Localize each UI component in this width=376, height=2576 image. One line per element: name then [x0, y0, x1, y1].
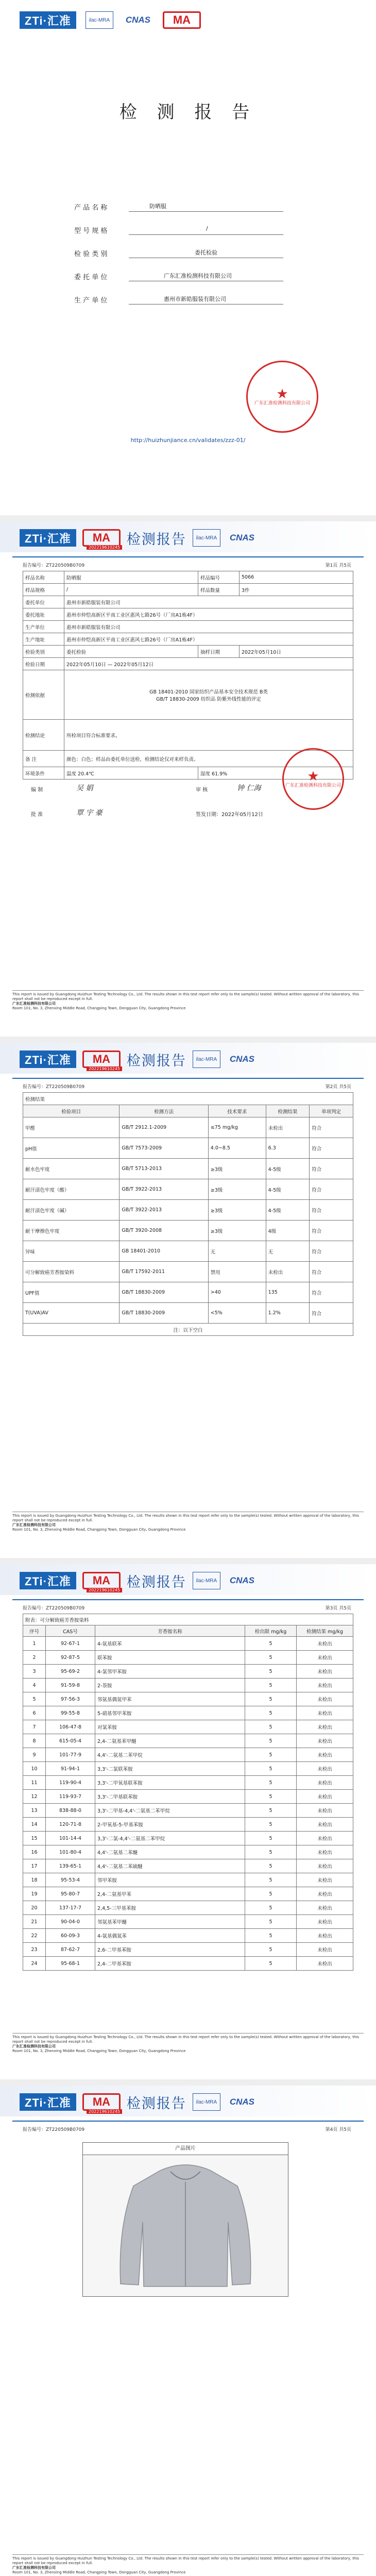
- conclusion-text: 所检项目符合标准要求。: [64, 720, 353, 751]
- sign-name-review: 钟 仁海: [237, 784, 261, 792]
- table-cell: 21: [23, 1915, 46, 1929]
- ma-logo: MA: [82, 1572, 121, 1589]
- table-cell: 12: [23, 1790, 46, 1804]
- table-cell: 5: [245, 1692, 297, 1706]
- table-cell: 未检出: [297, 1929, 353, 1943]
- table-cell: 20: [23, 1901, 46, 1915]
- header-rule: [12, 1078, 364, 1079]
- table-cell: 3,3'-二氯-4,4'-二氨基二苯甲烷: [95, 1832, 245, 1845]
- table-cell: 95-80-7: [46, 1887, 95, 1901]
- table-cell: 3,3'-二甲氧基联苯胺: [95, 1776, 245, 1790]
- cover-label-type: 检 验 类 别: [74, 250, 108, 258]
- table-row: [23, 1957, 353, 1971]
- table-cell: 17: [23, 1859, 46, 1873]
- table-row: [23, 1804, 353, 1818]
- table-row: [23, 1720, 353, 1734]
- table-row: [23, 1637, 353, 1651]
- page-number: 第3页 共5页: [325, 1606, 351, 1611]
- table-cell: 10: [23, 1762, 46, 1776]
- table-cell: 91-94-1: [46, 1762, 95, 1776]
- table-row: [23, 1901, 353, 1915]
- table-cell: 23: [23, 1943, 46, 1957]
- table-cell: 未检出: [297, 1873, 353, 1887]
- table-cell: 未检出: [297, 1748, 353, 1762]
- table-cell: 5: [245, 1679, 297, 1692]
- table-cell: 101-80-4: [46, 1845, 95, 1859]
- underline: [129, 234, 283, 235]
- cover-value-maker: 惠州市新皓服装有限公司: [164, 296, 226, 302]
- zti-logo: ZTi·汇准: [20, 11, 76, 29]
- cnas-logo: CNAS: [229, 1575, 254, 1585]
- table-cell: 5: [245, 1720, 297, 1734]
- cnas-logo: CNAS: [229, 1054, 254, 1064]
- table-cell: 5-硝基邻甲苯胺: [95, 1706, 245, 1720]
- table-cell: 4,4'-二氨基二苯醚: [95, 1845, 245, 1859]
- info-table: 样品名称 防晒服 样品编号 5066 样品规格 / 样品数量 3件 委托单位 惠州市新皓服装有限公司 委托地址 惠州市仲恺高新区平南工业区惠风七路26号（厂房A1栋4F） 生产单位 惠州市新皓服装有限公司 生产地址 惠州市仲恺高新区平南工业区惠风七路26号（厂房A1栋4F） 检验类别 委托检验 抽样日期 2022年05月10日 检验日期 2022年05月10日 — 2022年05月12日 检测依据 GB 18401-2010 国家纺织产品基本安全技术规范 B类 GB/T 18830-2009 纺织品 防紫外线性能的评定 检测结论 所检项目符合标准要求。 备 注 颜色：白色；样品由委托单位送检，检测结论仅对来样负责。 环境条件 温度 20.4℃ 湿度 61.9%: [23, 571, 353, 779]
- table-cell: 1: [23, 1637, 46, 1651]
- table-cell: 未检出: [297, 1720, 353, 1734]
- cover-value-model: /: [206, 225, 208, 232]
- product-photo: [83, 2155, 288, 2296]
- table-cell: 2,4,5-三甲基苯胺: [95, 1901, 245, 1915]
- header-rule: [12, 1599, 364, 1600]
- table-cell: 5: [245, 1804, 297, 1818]
- table-cell: 5: [245, 1762, 297, 1776]
- table-cell: 2-萘胺: [95, 1679, 245, 1692]
- table-cell: 未检出: [297, 1679, 353, 1692]
- table-cell: 4-氨基联苯: [95, 1637, 245, 1651]
- table-row: [23, 1665, 353, 1679]
- ma-number: 202219610245: [87, 1588, 122, 1592]
- table-cell: 5: [245, 1776, 297, 1790]
- table-cell: 邻氨基苯甲醚: [95, 1915, 245, 1929]
- page-number: 第2页 共5页: [325, 1084, 351, 1090]
- amines-page: [0, 1564, 376, 2079]
- table-cell: 未检出: [297, 1651, 353, 1665]
- info-page: [0, 521, 376, 1037]
- page-header: [0, 1046, 376, 1073]
- table-cell: 5: [245, 1706, 297, 1720]
- page-number: 第1页 共5页: [325, 563, 351, 568]
- table-cell: 2,6-二甲基苯胺: [95, 1943, 245, 1957]
- table-cell: 2,4-二氨基甲苯: [95, 1887, 245, 1901]
- ma-logo: MA: [163, 11, 201, 29]
- zti-logo: ZTi·汇准: [20, 1050, 76, 1068]
- table-cell: 4,4'-二氨基二苯硫醚: [95, 1859, 245, 1873]
- table-cell: 5: [245, 1929, 297, 1943]
- table-cell: 5: [245, 1859, 297, 1873]
- table-cell: 5: [245, 1845, 297, 1859]
- cover-label-client: 委 托 单 位: [74, 274, 108, 281]
- table-cell: 联苯胺: [95, 1651, 245, 1665]
- sign-label-review: 审 核: [196, 787, 208, 793]
- table-cell: 3: [23, 1665, 46, 1679]
- table-cell: 2-甲氧基-5-甲基苯胺: [95, 1818, 245, 1832]
- sign-name-approve: 覃 宇 豪: [76, 809, 102, 817]
- table-row: 耐水色牢度 GB/T 5713-2013 ≥3级 4-5级 符合: [23, 1159, 353, 1179]
- table-cell: 99-55-8: [46, 1706, 95, 1720]
- table-cell: 3,3'-二甲基联苯胺: [95, 1790, 245, 1804]
- table-cell: 101-14-4: [46, 1832, 95, 1845]
- table-row: [23, 1887, 353, 1901]
- table-row: [23, 1776, 353, 1790]
- table-row: [23, 1915, 353, 1929]
- table-cell: 5: [245, 1901, 297, 1915]
- table-cell: 未检出: [297, 1943, 353, 1957]
- table-cell: 7: [23, 1720, 46, 1734]
- table-cell: 5: [245, 1665, 297, 1679]
- table-cell: 未检出: [297, 1818, 353, 1832]
- seal-star-icon: ★: [307, 768, 319, 784]
- ilac-mra-logo: ilac-MRA: [193, 529, 220, 547]
- basis-text: GB 18401-2010 国家纺织产品基本安全技术规范 B类 GB/T 18830-2009 纺织品 防紫外线性能的评定: [64, 670, 353, 720]
- report-number: 报告编号：ZT220509B0709: [23, 1084, 85, 1090]
- sign-name-compile: 吴 娟: [76, 784, 93, 792]
- report-heading: 检测报告: [126, 1053, 186, 1069]
- table-row: [23, 1873, 353, 1887]
- table-row: [23, 1818, 353, 1832]
- table-cell: 97-56-3: [46, 1692, 95, 1706]
- page-number: 第4页 共5页: [325, 2127, 351, 2132]
- report-number: 报告编号：ZT220509B0709: [23, 563, 85, 568]
- cnas-logo: CNAS: [229, 2097, 254, 2107]
- underline: [129, 211, 283, 212]
- table-cell: 16: [23, 1845, 46, 1859]
- issue-date: 签发日期：2022年05月12日: [196, 812, 263, 818]
- sign-label-compile: 编 制: [31, 787, 43, 793]
- header-rule: [12, 556, 364, 557]
- header-rule: [12, 2121, 364, 2122]
- table-cell: 119-90-4: [46, 1776, 95, 1790]
- table-row: [23, 1859, 353, 1873]
- amines-table: 附表：可分解致癌芳香胺染料 序号 CAS号 芳香胺名称 检出限 mg/kg 检测结果 mg/kg 1 92-67-1 4-氨基联苯 5 未检出 2 92-87-5 联苯胺 5 未检出 3 95-69-2 4-氯邻甲苯胺 5 未检出 4 91-59-8 2-萘胺 5 未检出 5 97-56-3 邻氨基偶氮甲苯 5 未检出 6 99-55-8 5-硝基邻甲苯胺 5 未检出 7 106-47-8 对氯苯胺 5 未检出 8 615-05-4 2,4-二氨基苯甲醚 5 未检出 9 101-77-9 4,4'-二氨基二苯甲烷 5 未检出 10 91-94-1 3,3'-二氯联苯胺 5 未检出 11 119-90-4 3,3'-二甲氧基联苯胺 5 未检出 12 119-93-7 3,3'-二甲基联苯胺 5 未检出 13 838-88-0 3,3'-二甲基-4,4'-二氨基二苯甲烷 5 未检出 14 120-71-8 2-甲氧基-5-甲基苯胺 5 未检出 15 101-14-4 3,3'-二氯-4,4'-二氨基二苯甲烷 5 未检出 16 101-80-4 4,4'-二氨基二苯醚 5 未检出 17 139-65-1 4,4'-二氨基二苯硫醚 5 未检出 18 95-53-4 邻甲苯胺 5 未检出 19 95-80-7 2,4-二氨基甲苯 5 未检出 20 137-17-7 2,4,5-三甲基苯胺 5 未检出 21 90-04-0 邻氨基苯甲醚 5 未检出 22 60-09-3 4-氨基偶氮苯 5 未检出 23 87-62-7 2,6-二甲基苯胺 5 未检出 24 95-68-1 2,4-二甲基苯胺 5 未检出: [23, 1614, 353, 1971]
- table-row: [23, 1692, 353, 1706]
- table-cell: 15: [23, 1832, 46, 1845]
- ma-number: 202219610245: [87, 545, 122, 550]
- ma-logo: MA: [82, 2093, 121, 2111]
- cover-title: 检 测 报 告: [119, 102, 257, 123]
- table-cell: 5: [245, 1832, 297, 1845]
- table-cell: 未检出: [297, 1734, 353, 1748]
- photo-frame: [82, 2142, 288, 2297]
- table-row: 耐干摩擦色牢度 GB/T 3920-2008 ≥3级 4级 符合: [23, 1221, 353, 1241]
- table-cell: 未检出: [297, 1776, 353, 1790]
- results-table: 检测结果 检验项目 检测方法 技术要求 检测结果 单项判定 甲醛 GB/T 2912.1-2009 ≤75 mg/kg 未检出 符合 pH值 GB/T 7573-2009 4.0~8.5 6.3 符合 耐水色牢度 GB/T 5713-2013 ≥3级 4-5级 符合 耐汗渍色牢度（酸） GB/T 3922-2013 ≥3级 4-5级 符合 耐汗渍色牢度（碱） GB/T 3922-2013 ≥3级 4-5级 符合 耐干摩擦色牢度 GB/T 3920-2008 ≥3级 4级 符合 异味 GB 18401-2010 无 无 符合 可分解致癌芳香胺染料 GB/T 17592-2011 禁用 未检出 符合 UPF值 GB/T 18830-2009 >40 135 符合 T(UVA)AV GB/T 18830-2009 <5% 1.2% 符合 注：以下空白: [23, 1092, 353, 1336]
- table-row: pH值 GB/T 7573-2009 4.0~8.5 6.3 符合: [23, 1138, 353, 1159]
- report-number: 报告编号：ZT220509B0709: [23, 2127, 85, 2132]
- ma-logo: MA: [82, 1050, 121, 1068]
- ilac-mra-logo: ilac-MRA: [86, 11, 113, 29]
- table-cell: 18: [23, 1873, 46, 1887]
- zti-logo: ZTi·汇准: [20, 2093, 76, 2111]
- cover-label-maker: 生 产 单 位: [74, 297, 108, 304]
- zti-logo: ZTi·汇准: [20, 529, 76, 547]
- table-cell: 未检出: [297, 1762, 353, 1776]
- table-cell: 未检出: [297, 1637, 353, 1651]
- table-cell: 邻氨基偶氮甲苯: [95, 1692, 245, 1706]
- table-cell: 2,4-二氨基苯甲醚: [95, 1734, 245, 1748]
- table-row: 甲醛 GB/T 2912.1-2009 ≤75 mg/kg 未检出 符合: [23, 1117, 353, 1138]
- table-row: 耐汗渍色牢度（酸） GB/T 3922-2013 ≥3级 4-5级 符合: [23, 1179, 353, 1200]
- table-cell: 5: [245, 1651, 297, 1665]
- table-cell: 13: [23, 1804, 46, 1818]
- ilac-mra-logo: ilac-MRA: [193, 1572, 220, 1589]
- page-footer: This report is issued by Guangdong Huizhun Testing Technology Co., Ltd. The results shown in this test report refer only to the sample(s) tested. Without written approval of the laboratory, this report shall not be reproduced except in full. 广东汇准检测科技有限公司 Room 101, No. 3, Zhenxing Middle Road, Changping Town, Dongguan City, Guangdong Province: [12, 2554, 364, 2575]
- table-row: 可分解致癌芳香胺染料 GB/T 17592-2011 禁用 未检出 符合: [23, 1262, 353, 1282]
- table-cell: 5: [245, 1748, 297, 1762]
- page-header: [0, 2089, 376, 2115]
- ma-number: 202219610245: [87, 2109, 122, 2114]
- table-cell: 5: [245, 1887, 297, 1901]
- table-cell: 4: [23, 1679, 46, 1692]
- ma-number: 202219610245: [87, 1066, 122, 1071]
- table-cell: 838-88-0: [46, 1804, 95, 1818]
- table-cell: 未检出: [297, 1706, 353, 1720]
- report-heading: 检测报告: [126, 531, 186, 548]
- report-number: 报告编号：ZT220509B0709: [23, 1606, 85, 1611]
- table-cell: 95-53-4: [46, 1873, 95, 1887]
- table-cell: 137-17-7: [46, 1901, 95, 1915]
- photo-page: [0, 2086, 376, 2576]
- ma-logo: MA: [82, 529, 121, 547]
- table-cell: 4,4'-二氨基二苯甲烷: [95, 1748, 245, 1762]
- table-cell: 未检出: [297, 1790, 353, 1804]
- table-cell: 4-氯邻甲苯胺: [95, 1665, 245, 1679]
- table-cell: 95-68-1: [46, 1957, 95, 1971]
- table-cell: 5: [245, 1943, 297, 1957]
- page-footer: This report is issued by Guangdong Huizhun Testing Technology Co., Ltd. The results shown in this test report refer only to the sample(s) tested. Without written approval of the laboratory, this report shall not be reproduced except in full. 广东汇准检测科技有限公司 Room 101, No. 3, Zhenxing Middle Road, Changping Town, Dongguan City, Guangdong Province: [12, 990, 364, 1011]
- table-row: [23, 1748, 353, 1762]
- ilac-mra-logo: ilac-MRA: [193, 1050, 220, 1068]
- table-cell: 3,3'-二氯联苯胺: [95, 1762, 245, 1776]
- table-cell: 未检出: [297, 1692, 353, 1706]
- cover-label-model: 型 号 规 格: [74, 227, 108, 235]
- table-row: [23, 1651, 353, 1665]
- table-row: [23, 1790, 353, 1804]
- table-cell: 6: [23, 1706, 46, 1720]
- table-cell: 139-65-1: [46, 1859, 95, 1873]
- table-cell: 92-87-5: [46, 1651, 95, 1665]
- table-cell: 5: [245, 1915, 297, 1929]
- table-cell: 未检出: [297, 1665, 353, 1679]
- cover-label-product: 产 品 名 称: [74, 204, 108, 212]
- table-row: [23, 1734, 353, 1748]
- table-cell: 60-09-3: [46, 1929, 95, 1943]
- table-row: 耐汗渍色牢度（碱） GB/T 3922-2013 ≥3级 4-5级 符合: [23, 1200, 353, 1221]
- table-cell: 24: [23, 1957, 46, 1971]
- table-cell: 未检出: [297, 1901, 353, 1915]
- cover-verify-url[interactable]: http://huizhunjiance.cn/validates/zzz-01/: [130, 437, 246, 444]
- table-cell: 未检出: [297, 1957, 353, 1971]
- cnas-logo: CNAS: [125, 15, 150, 25]
- company-seal: ★ 广东汇准检测科技有限公司: [282, 748, 344, 810]
- table-cell: 92-67-1: [46, 1637, 95, 1651]
- table-row: [23, 1845, 353, 1859]
- table-cell: 8: [23, 1734, 46, 1748]
- cnas-logo: CNAS: [229, 533, 254, 543]
- table-cell: 未检出: [297, 1832, 353, 1845]
- table-row: [23, 1929, 353, 1943]
- table-cell: 120-71-8: [46, 1818, 95, 1832]
- table-cell: 5: [245, 1873, 297, 1887]
- table-cell: 101-77-9: [46, 1748, 95, 1762]
- cover-page: [0, 0, 376, 515]
- table-cell: 106-47-8: [46, 1720, 95, 1734]
- table-cell: 22: [23, 1929, 46, 1943]
- table-row: UPF值 GB/T 18830-2009 >40 135 符合: [23, 1282, 353, 1303]
- results-page: [0, 1043, 376, 1558]
- company-seal: ★ 广东汇准检测科技有限公司: [246, 361, 318, 433]
- cover-logo-row: [20, 11, 201, 29]
- photo-title: 产品图片: [83, 2143, 288, 2155]
- cover-value-client: 广东汇准检测科技有限公司: [164, 273, 232, 279]
- page-footer: This report is issued by Guangdong Huizhun Testing Technology Co., Ltd. The results shown in this test report refer only to the sample(s) tested. Without written approval of the laboratory, this report shall not be reproduced except in full. 广东汇准检测科技有限公司 Room 101, No. 3, Zhenxing Middle Road, Changping Town, Dongguan City, Guangdong Province: [12, 2033, 364, 2054]
- page-header: [0, 1567, 376, 1594]
- table-cell: 5: [245, 1790, 297, 1804]
- table-row: 异味 GB 18401-2010 无 无 符合: [23, 1241, 353, 1262]
- zti-logo: ZTi·汇准: [20, 1572, 76, 1589]
- table-cell: 5: [245, 1734, 297, 1748]
- table-cell: 87-62-7: [46, 1943, 95, 1957]
- cover-value-product: 防晒服: [149, 203, 166, 210]
- table-cell: 11: [23, 1776, 46, 1790]
- table-cell: 90-04-0: [46, 1915, 95, 1929]
- table-cell: 19: [23, 1887, 46, 1901]
- table-row: [23, 1706, 353, 1720]
- table-cell: 9: [23, 1748, 46, 1762]
- table-cell: 5: [23, 1692, 46, 1706]
- seal-star-icon: ★: [276, 386, 288, 402]
- table-row: [23, 1943, 353, 1957]
- report-heading: 检测报告: [126, 2095, 186, 2112]
- table-cell: 14: [23, 1818, 46, 1832]
- table-cell: 615-05-4: [46, 1734, 95, 1748]
- page-header: [0, 524, 376, 551]
- ilac-mra-logo: ilac-MRA: [193, 2093, 220, 2111]
- table-cell: 91-59-8: [46, 1679, 95, 1692]
- cover-value-type: 委托检验: [195, 249, 217, 256]
- table-cell: 5: [245, 1957, 297, 1971]
- table-cell: 119-93-7: [46, 1790, 95, 1804]
- table-cell: 3,3'-二甲基-4,4'-二氨基二苯甲烷: [95, 1804, 245, 1818]
- table-cell: 5: [245, 1818, 297, 1832]
- table-cell: 2,4-二甲基苯胺: [95, 1957, 245, 1971]
- page-footer: This report is issued by Guangdong Huizhun Testing Technology Co., Ltd. The results shown in this test report refer only to the sample(s) tested. Without written approval of the laboratory, this report shall not be reproduced except in full. 广东汇准检测科技有限公司 Room 101, No. 3, Zhenxing Middle Road, Changping Town, Dongguan City, Guangdong Province: [12, 1512, 364, 1532]
- table-row: [23, 1679, 353, 1692]
- table-cell: 未检出: [297, 1859, 353, 1873]
- table-cell: 2: [23, 1651, 46, 1665]
- table-cell: 未检出: [297, 1915, 353, 1929]
- table-cell: 未检出: [297, 1804, 353, 1818]
- table-cell: 未检出: [297, 1845, 353, 1859]
- table-row: [23, 1762, 353, 1776]
- table-cell: 95-69-2: [46, 1665, 95, 1679]
- table-row: T(UVA)AV GB/T 18830-2009 <5% 1.2% 符合: [23, 1303, 353, 1324]
- table-cell: 未检出: [297, 1887, 353, 1901]
- table-cell: 4-氨基偶氮苯: [95, 1929, 245, 1943]
- table-cell: 对氯苯胺: [95, 1720, 245, 1734]
- sign-label-approve: 批 准: [31, 812, 43, 818]
- table-row: [23, 1832, 353, 1845]
- table-cell: 5: [245, 1637, 297, 1651]
- table-cell: 邻甲苯胺: [95, 1873, 245, 1887]
- report-heading: 检测报告: [126, 1574, 186, 1590]
